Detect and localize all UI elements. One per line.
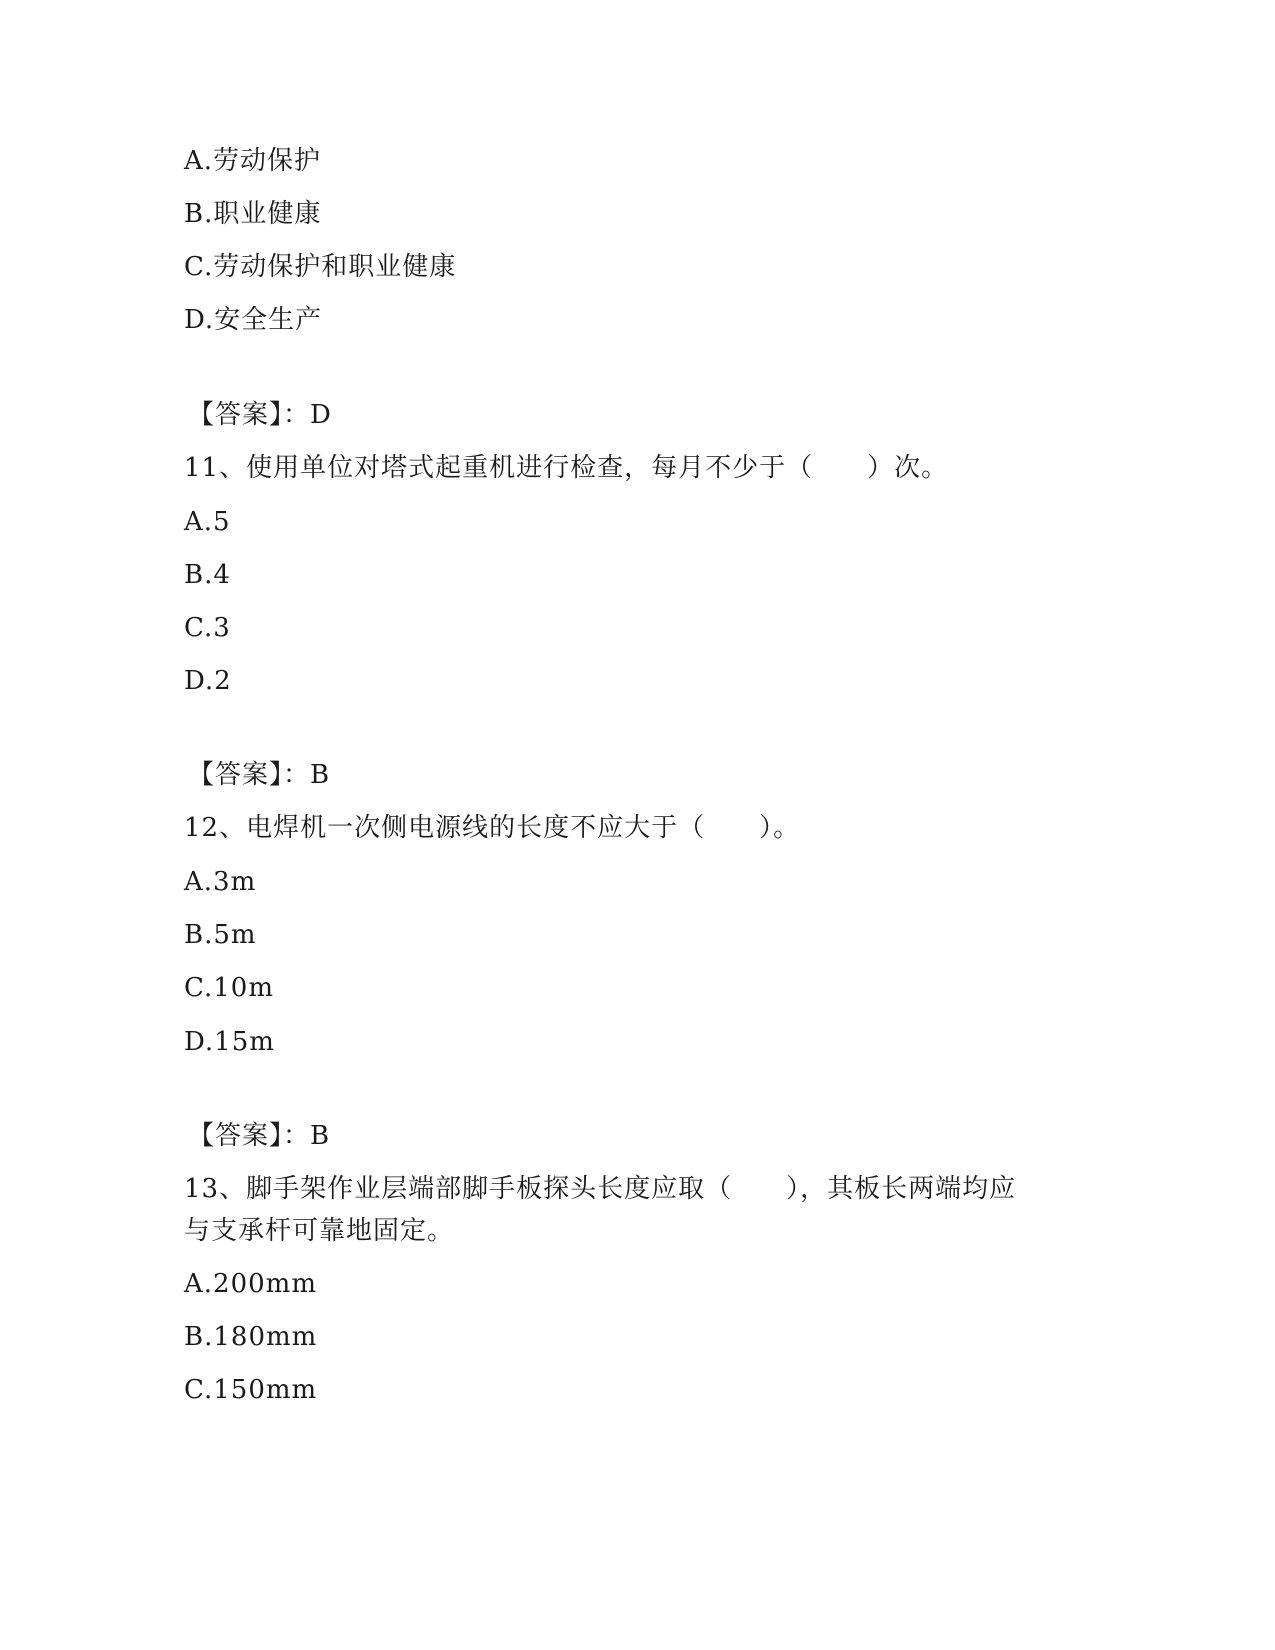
answer-line: 【答案】：B: [188, 1121, 331, 1151]
option-a: A.劳动保护: [184, 146, 322, 176]
option-b: B.5m: [184, 920, 257, 950]
option-b: B.180mm: [184, 1322, 318, 1352]
option-d: D.2: [184, 666, 232, 696]
answer-line: 【答案】：D: [188, 400, 332, 430]
option-d: D.15m: [184, 1027, 275, 1057]
option-d: D.安全生产: [184, 305, 323, 335]
option-a: A.5: [184, 507, 231, 537]
option-c: C.10m: [184, 973, 274, 1003]
question-13-line-2: 与支承杆可靠地固定。: [184, 1216, 455, 1246]
option-c: C.150mm: [184, 1375, 318, 1405]
option-c: C.劳动保护和职业健康: [184, 252, 457, 282]
answer-line: 【答案】：B: [188, 760, 331, 790]
question-12: 12、电焊机一次侧电源线的长度不应大于（ ）。: [184, 813, 801, 843]
question-11: 11、使用单位对塔式起重机进行检查，每月不少于（ ）次。: [184, 453, 949, 483]
option-b: B.职业健康: [184, 199, 322, 229]
option-a: A.200mm: [184, 1269, 317, 1299]
option-c: C.3: [184, 613, 231, 643]
option-b: B.4: [184, 560, 231, 590]
question-13-line-1: 13、脚手架作业层端部脚手板探头长度应取（ ），其板长两端均应: [184, 1174, 1017, 1204]
option-a: A.3m: [184, 867, 257, 897]
